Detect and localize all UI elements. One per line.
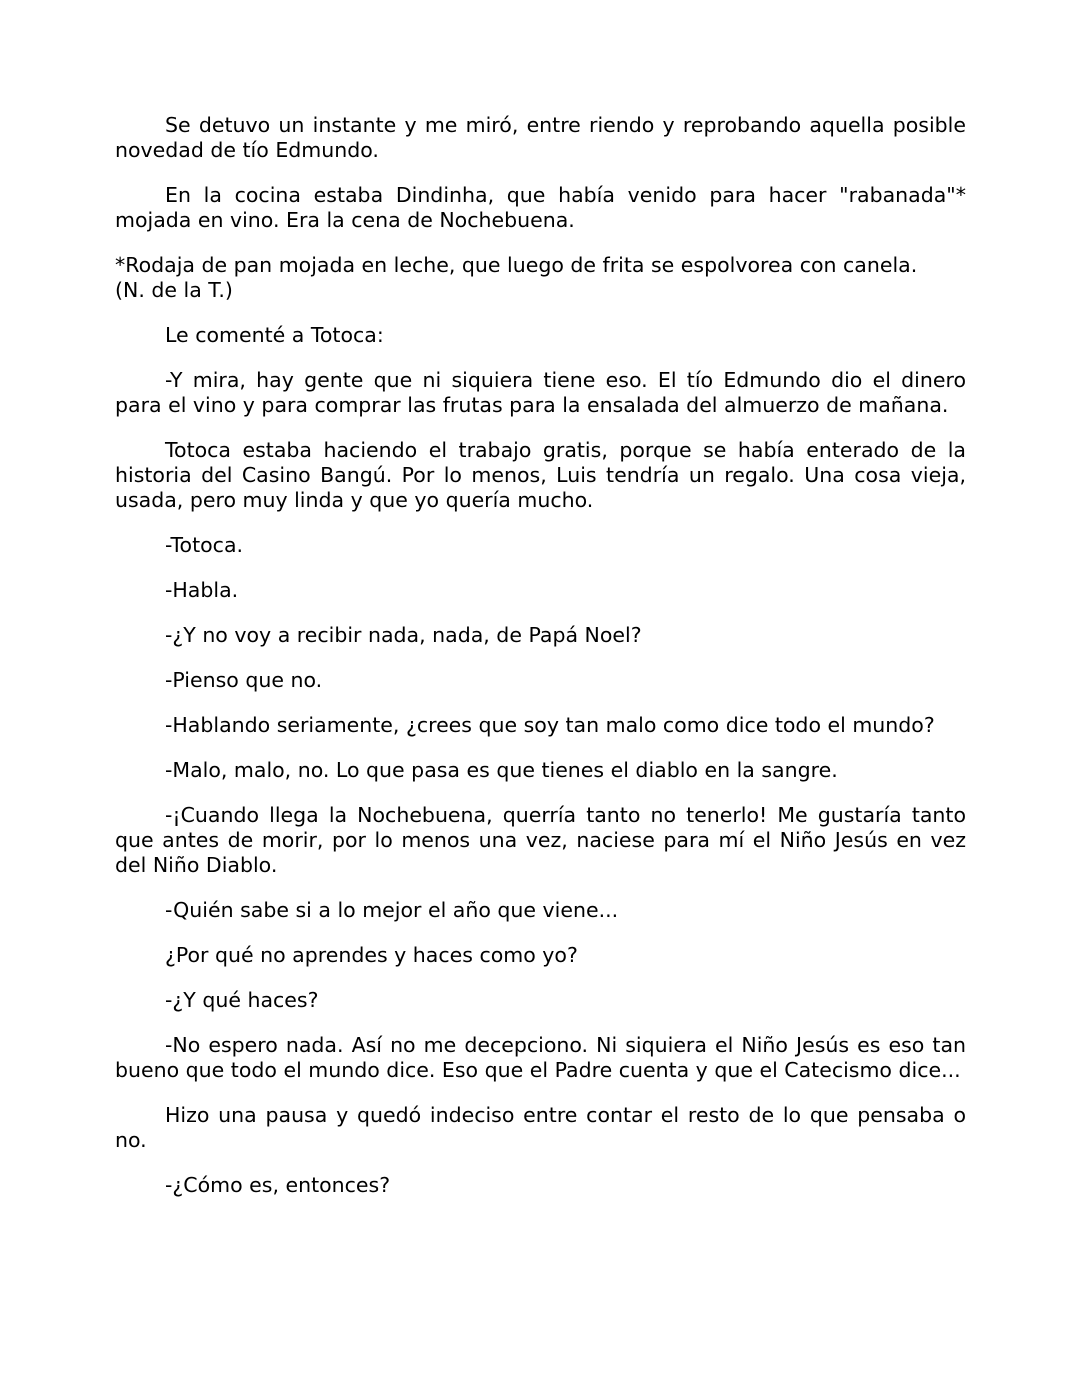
footnote-text: *Rodaja de pan mojada en leche, que luego de frita se espolvorea con canela. bbox=[115, 253, 918, 277]
dialogue-line: -Pienso que no. bbox=[165, 668, 323, 692]
dialogue-line: -¿Y no voy a recibir nada, nada, de Papá Noel? bbox=[165, 623, 642, 647]
paragraph: En la cocina estaba Dindinha, que había venido para hacer "rabanada"* mojada en vino. Era la cena de Nochebuena. bbox=[115, 183, 966, 232]
paragraph: -Y mira, hay gente que ni siquiera tiene eso. El tío Edmundo dio el dinero para el vino y para comprar las frutas para la ensalada del almuerzo de mañana. bbox=[115, 368, 966, 417]
paragraph: Hizo una pausa y quedó indeciso entre contar el resto de lo que pensaba o no. bbox=[115, 1103, 966, 1152]
footnote bbox=[115, 253, 966, 303]
dialogue-line: -Quién sabe si a lo mejor el año que viene... bbox=[165, 898, 619, 922]
dialogue-line: -¿Y qué haces? bbox=[165, 988, 319, 1012]
dialogue-line: -¡Cuando llega la Nochebuena, querría tanto no tenerlo! Me gustaría tanto que antes de morir, por lo menos una vez, naciese para mí el Niño Jesús en vez del Niño Diablo. bbox=[115, 803, 966, 877]
dialogue-line: -Habla. bbox=[165, 578, 239, 602]
dialogue-line: ¿Por qué no aprendes y haces como yo? bbox=[165, 943, 578, 967]
footnote-attribution: (N. de la T.) bbox=[115, 278, 233, 302]
paragraph: Se detuvo un instante y me miró, entre riendo y reprobando aquella posible novedad de tío Edmundo. bbox=[115, 113, 966, 162]
paragraph: Le comenté a Totoca: bbox=[165, 323, 384, 347]
document-page bbox=[115, 113, 966, 1218]
dialogue-line: -Malo, malo, no. Lo que pasa es que tienes el diablo en la sangre. bbox=[165, 758, 838, 782]
paragraph: Totoca estaba haciendo el trabajo gratis, porque se había enterado de la historia del Casino Bangú. Por lo menos, Luis tendría un regalo. Una cosa vieja, usada, pero muy linda y que yo quería mucho. bbox=[115, 438, 966, 512]
dialogue-line: -No espero nada. Así no me decepciono. Ni siquiera el Niño Jesús es eso tan bueno que todo el mundo dice. Eso que el Padre cuenta y que el Catecismo dice... bbox=[115, 1033, 966, 1082]
dialogue-line: -Totoca. bbox=[165, 533, 244, 557]
dialogue-line: -Hablando seriamente, ¿crees que soy tan malo como dice todo el mundo? bbox=[165, 713, 935, 737]
dialogue-line: -¿Cómo es, entonces? bbox=[165, 1173, 391, 1197]
